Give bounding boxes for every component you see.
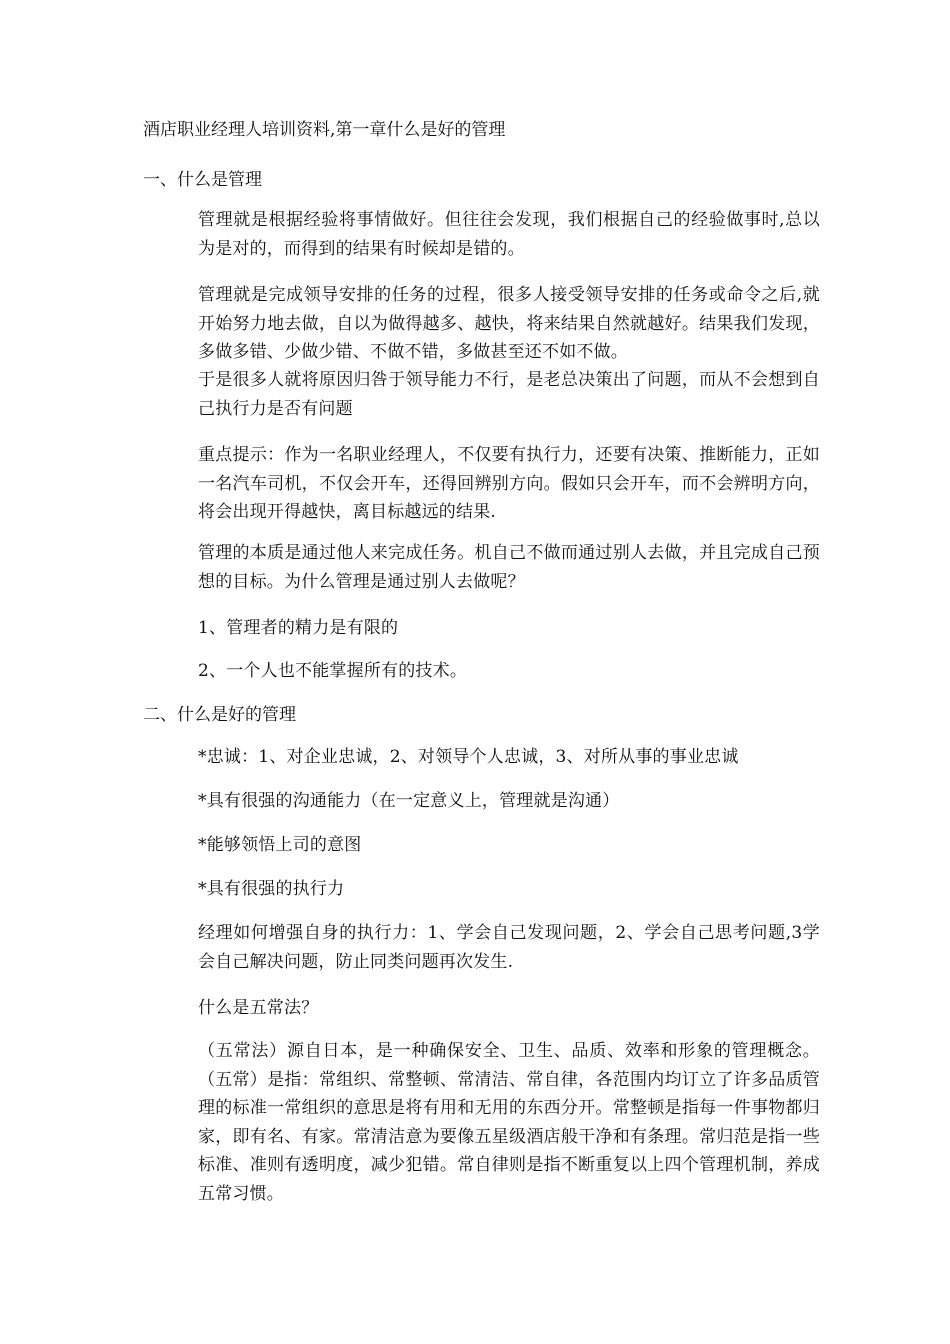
paragraph: 管理就是完成领导安排的任务的过程，很多人接受领导安排的任务或命令之后,就开始努力地去做，自以为做得越多、越快，将来结果自然就越好。结果我们发现，多做多错、少做少错、不做不错，多做甚至还不如不做。: [198, 285, 820, 362]
paragraph: 管理就是根据经验将事情做好。但往往会发现，我们根据自己的经验做事时,总以为是对的，而得到的结果有时候却是错的。: [198, 210, 820, 259]
list-item: 2、一个人也不能掌握所有的技术。: [198, 661, 468, 681]
document-title: 酒店职业经理人培训资料,第一章什么是好的管理: [143, 120, 506, 140]
paragraph: （五常法）源自日本，是一种确保安全、卫生、品质、效率和形象的管理概念。（五常）是指：常组织、常整顿、常清洁、常自律，各范围内均订立了许多品质管理的标准一常组织的意思是将有用和无用的东西分开。常整顿是指每一件事物都归家，即有名、有家。常清洁意为要像五星级酒店般干净和有条理。常归范是指一些标准、准则有透明度，减少犯错。常自律则是指不断重复以上四个管理机制，养成五常习惯。: [198, 1041, 820, 1204]
list-item: *具有很强的执行力: [198, 879, 345, 899]
paragraph: 于是很多人就将原因归咎于领导能力不行，是老总决策出了问题，而从不会想到自己执行力是否有问题: [198, 370, 820, 419]
list-item: *具有很强的沟通能力（在一定意义上，管理就是沟通）: [198, 791, 620, 811]
list-item: *能够领悟上司的意图: [198, 835, 362, 855]
section-heading-1: 一、什么是管理: [143, 170, 262, 190]
paragraph: 什么是五常法？: [198, 998, 319, 1018]
paragraph: 重点提示：作为一名职业经理人，不仅要有执行力，还要有决策、推断能力，正如一名汽车司机，不仅会开车，还得回辨别方向。假如只会开车，而不会辨明方向，将会出现开得越快，离目标越远的结果.: [198, 445, 820, 522]
paragraph: 经理如何增强自身的执行力：1、学会自己发现问题，2、学会自己思考问题,3学会自己解决问题，防止同类问题再次发生.: [198, 923, 820, 972]
list-item: 1、管理者的精力是有限的: [198, 618, 399, 638]
list-item: *忠诚：1、对企业忠诚，2、对领导个人忠诚，3、对所从事的事业忠诚: [198, 747, 739, 767]
paragraph: 管理的本质是通过他人来完成任务。机自己不做而通过别人去做，并且完成自己预想的目标。为什么管理是通过别人去做呢？: [198, 543, 820, 592]
section-heading-2: 二、什么是好的管理: [143, 705, 296, 725]
